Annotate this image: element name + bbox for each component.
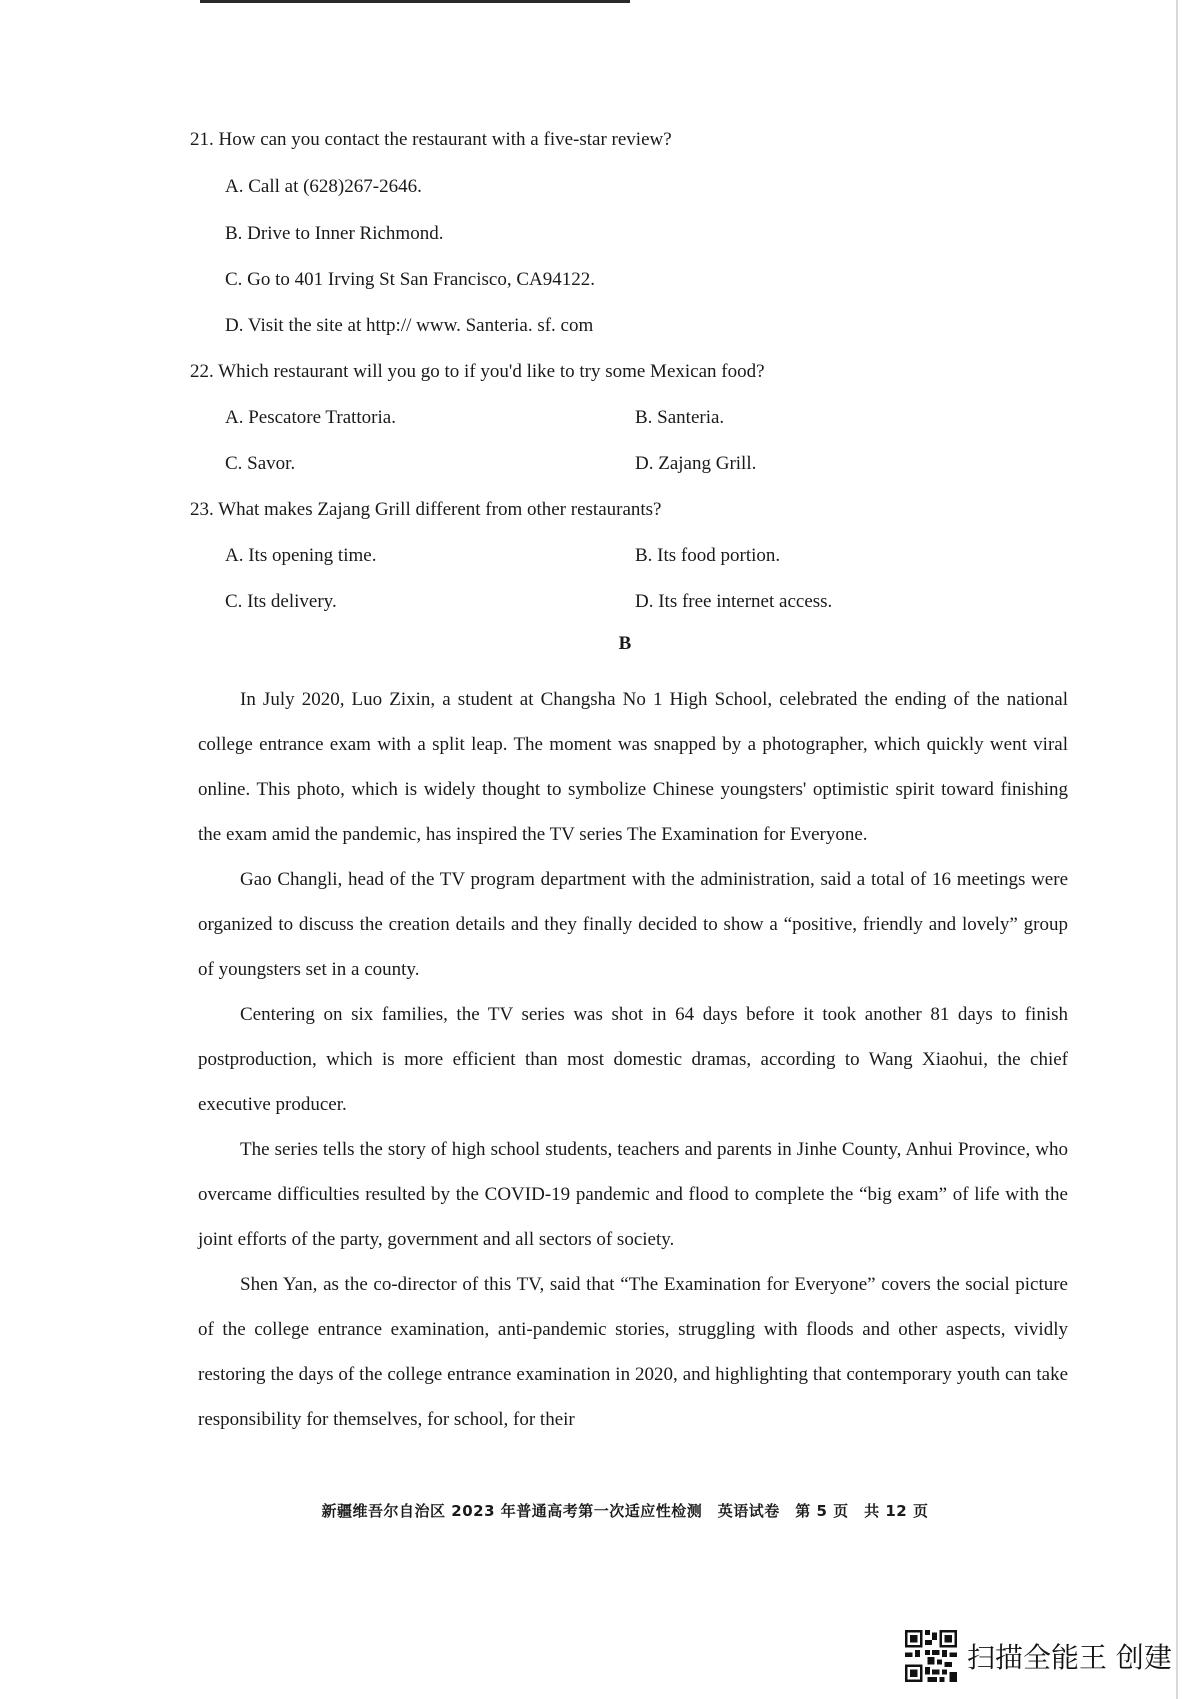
q21-option-d: D. Visit the site at http:// www. Santeria. sf. com — [225, 315, 594, 336]
passage-paragraph-3: Centering on six families, the TV series was shot in 64 days before it took another 81 days to finish postproduction, which is more efficient than most domestic dramas, according to Wang Xiaohui, the chief executive producer. — [198, 1004, 1068, 1115]
q22-option-a: A. Pescatore Trattoria. — [225, 407, 396, 428]
qr-code-icon — [905, 1630, 957, 1682]
question-23: 23. What makes Zajang Grill different from other restaurants? — [190, 499, 662, 520]
scanner-watermark — [905, 1630, 1172, 1682]
page-footer: 新疆维吾尔自治区 2023 年普通高考第一次适应性检测 英语试卷 第 5 页 共 12 页 — [321, 1502, 929, 1520]
q23-option-a: A. Its opening time. — [225, 545, 377, 566]
question-21: 21. How can you contact the restaurant with a five-star review? — [190, 129, 672, 150]
q21-option-b: B. Drive to Inner Richmond. — [225, 223, 444, 244]
watermark-text: 扫描全能王 创建 — [967, 1641, 1172, 1674]
passage-paragraph-2: Gao Changli, head of the TV program department with the administration, said a total of 16 meetings were organized to discuss the creation details and they finally decided to show a “positive, friendly and lovely” group of youngsters set in a county. — [198, 869, 1068, 980]
q23-option-b: B. Its food portion. — [635, 545, 781, 566]
q21-option-c: C. Go to 401 Irving St San Francisco, CA94122. — [225, 269, 595, 290]
section-heading: B — [618, 633, 632, 654]
passage-paragraph-4: The series tells the story of high school students, teachers and parents in Jinhe County, Anhui Province, who overcame difficulties resulted by the COVID-19 pandemic and flood to complete the “big exam” of life with the joint efforts of the party, government and all sectors of society. — [198, 1139, 1068, 1250]
q23-option-d: D. Its free internet access. — [635, 591, 833, 612]
reading-passage — [198, 677, 1068, 1442]
passage-paragraph-1: In July 2020, Luo Zixin, a student at Changsha No 1 High School, celebrated the ending of the national college entrance exam with a split leap. The moment was snapped by a photographer, which quickly went viral online. This photo, which is widely thought to symbolize Chinese youngsters' optimistic spirit toward finishing the exam amid the pandemic, has inspired the TV series The Examination for Everyone. — [198, 689, 1068, 845]
q23-option-c: C. Its delivery. — [225, 591, 337, 612]
question-22: 22. Which restaurant will you go to if you'd like to try some Mexican food? — [190, 361, 765, 382]
scan-edge-right — [1176, 0, 1178, 1699]
q22-option-d: D. Zajang Grill. — [635, 453, 757, 474]
q22-option-c: C. Savor. — [225, 453, 296, 474]
q22-option-b: B. Santeria. — [635, 407, 725, 428]
q21-option-a: A. Call at (628)267-2646. — [225, 176, 422, 197]
passage-paragraph-5: Shen Yan, as the co-director of this TV, said that “The Examination for Everyone” covers the social picture of the college entrance examination, anti-pandemic stories, struggling with floods and other aspects, vividly restoring the days of the college entrance examination in 2020, and highlighting that contemporary youth can take responsibility for themselves, for school, for their — [198, 1274, 1068, 1430]
scan-edge-top — [200, 0, 630, 3]
